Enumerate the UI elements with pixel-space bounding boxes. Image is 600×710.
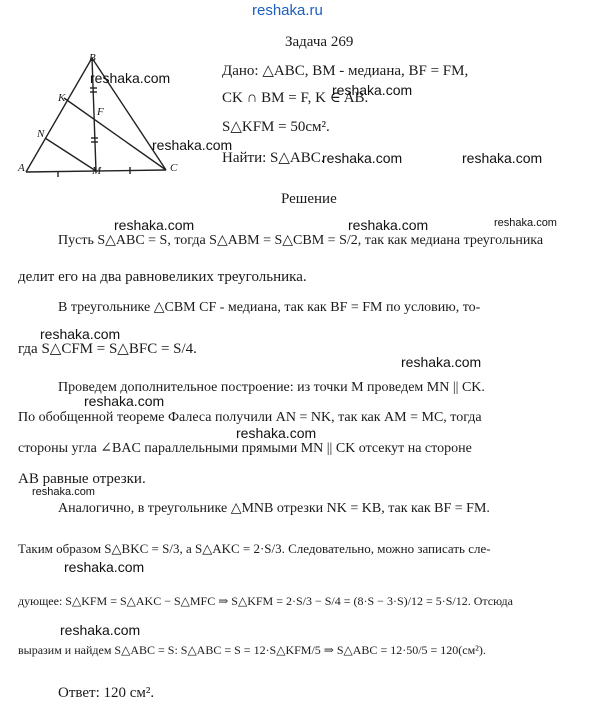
solution-p3-line-2: По обобщенной теореме Фалеса получили AN = NK, так как AM = MC, тогда bbox=[18, 410, 482, 425]
solution-p1-line-2: делит его на два равновеликих треугольника. bbox=[18, 269, 307, 285]
find-line: Найти: S△ABC. bbox=[222, 150, 325, 166]
watermark: reshaka.com bbox=[152, 137, 233, 153]
watermark: reshaka.com bbox=[64, 559, 145, 575]
watermark: reshaka.com bbox=[114, 217, 195, 233]
watermark: reshaka.com bbox=[348, 217, 429, 233]
solution-heading: Решение bbox=[281, 191, 337, 207]
watermark: reshaka.com bbox=[462, 150, 543, 166]
watermark: reshaka.com bbox=[32, 486, 95, 498]
solution-p4-line-4: выразим и найдем S△ABC = S: S△ABC = S = 12·S△KFM/5 ⇒ S△ABC = 12·50/5 = 120(см²). bbox=[18, 643, 486, 657]
solution-p4-line-2: Таким образом S△BKC = S/3, а S△AKC = 2·S/3. Следовательно, можно записать сле- bbox=[18, 541, 491, 556]
vertex-b-label: B bbox=[89, 52, 96, 64]
watermark: reshaka.com bbox=[332, 82, 413, 98]
task-title: Задача 269 bbox=[285, 34, 354, 50]
vertex-a-label: A bbox=[18, 162, 25, 174]
point-n-label: N bbox=[37, 128, 45, 140]
solution-p3-line-4: AB равные отрезки. bbox=[18, 471, 146, 487]
answer-line: Ответ: 120 см². bbox=[58, 685, 155, 701]
point-m-label: M bbox=[92, 165, 102, 177]
solution-p4-line-1: Аналогично, в треугольнике △MNB отрезки NK = KB, так как BF = FM. bbox=[58, 501, 490, 516]
watermark: reshaka.com bbox=[494, 217, 557, 229]
watermark: reshaka.com bbox=[40, 326, 121, 342]
watermark: reshaka.com bbox=[90, 70, 171, 86]
watermark: reshaka.com bbox=[236, 425, 317, 441]
solution-p3-line-1: Проведем дополнительное построение: из точки M проведем MN || CK. bbox=[58, 380, 485, 395]
solution-p4-line-3: дующее: S△KFM = S△AKC − S△MFC ⇒ S△KFM = 2·S/3 − S/4 = (8·S − 3·S)/12 = 5·S/12. Отсюда bbox=[18, 594, 513, 608]
site-watermark: reshaka.ru bbox=[252, 2, 323, 19]
point-f-label: F bbox=[97, 106, 104, 118]
watermark: reshaka.com bbox=[60, 622, 141, 638]
solution-p3-line-3: стороны угла ∠BAC параллельными прямыми MN || CK отсекут на стороне bbox=[18, 441, 472, 456]
watermark: reshaka.com bbox=[322, 150, 403, 166]
solution-p1-line-1: Пусть S△ABC = S, тогда S△ABM = S△CBM = S/2, так как медиана треугольника bbox=[58, 233, 544, 248]
point-k-label: K bbox=[58, 92, 66, 104]
solution-p2-line-1: В треугольнике △CBM CF - медиана, так как BF = FM по условию, то- bbox=[58, 300, 481, 315]
given-line-1: Дано: △ABC, BM - медиана, BF = FM, bbox=[222, 63, 469, 79]
solution-p2-line-2: гда S△CFM = S△BFC = S/4. bbox=[18, 341, 197, 357]
watermark: reshaka.com bbox=[84, 393, 165, 409]
vertex-c-label: C bbox=[170, 162, 178, 174]
given-line-2: CK ∩ BM = F, K ∈ AB. bbox=[222, 90, 369, 106]
given-line-3: S△KFM = 50см². bbox=[222, 119, 330, 135]
watermark: reshaka.com bbox=[401, 354, 482, 370]
